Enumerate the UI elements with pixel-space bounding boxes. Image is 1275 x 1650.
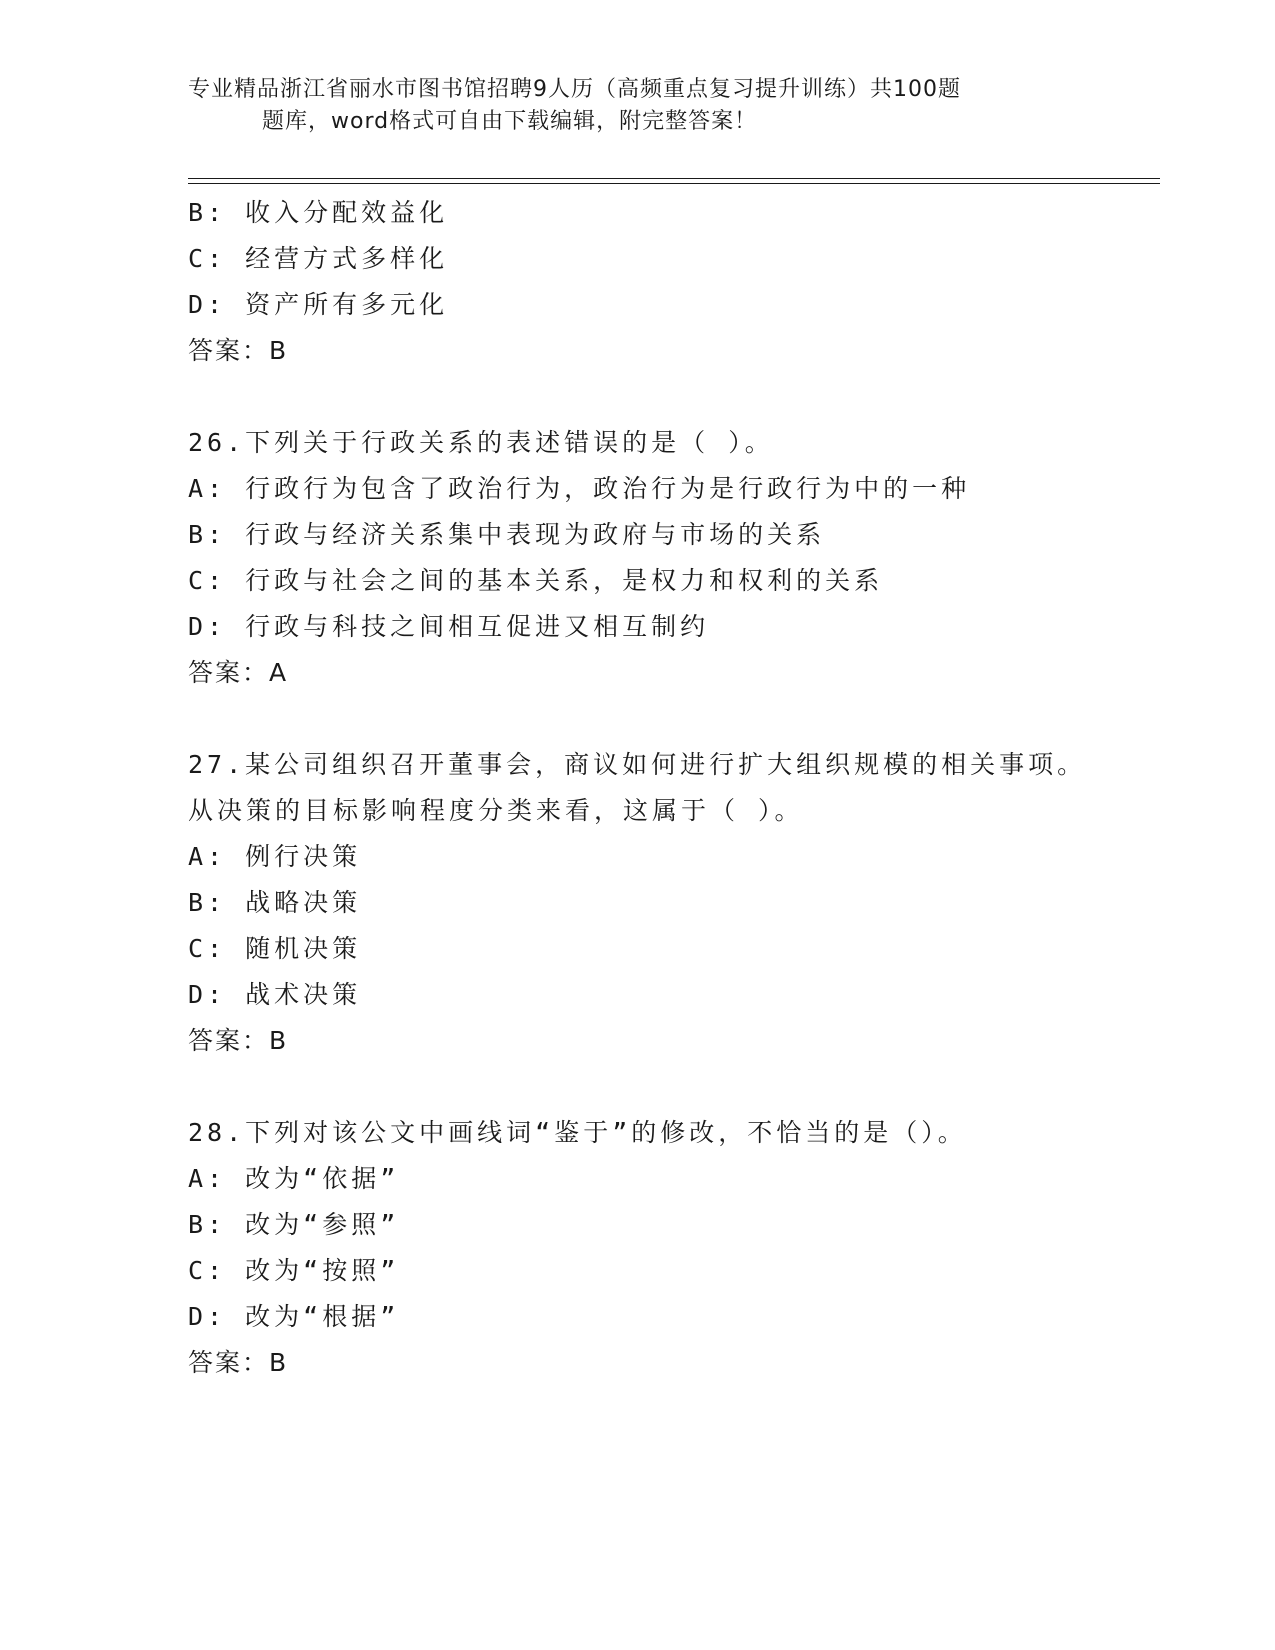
question-27 xyxy=(188,742,1148,1064)
option-c: C: 行政与社会之间的基本关系，是权力和权利的关系 xyxy=(188,566,884,595)
question-stem: 28.下列对该公文中画线词“鉴于”的修改，不恰当的是（）。 xyxy=(188,1118,967,1147)
option-d: D: 改为“根据” xyxy=(188,1302,400,1331)
question-content xyxy=(188,190,1148,1386)
header-divider-bottom xyxy=(188,183,1160,184)
option-c: C: 经营方式多样化 xyxy=(188,244,449,273)
question-stem: 26.下列关于行政关系的表述错误的是（ ）。 xyxy=(188,428,774,457)
option-c: C: 改为“按照” xyxy=(188,1256,400,1285)
option-a: A: 例行决策 xyxy=(188,842,362,871)
option-d: D: 战术决策 xyxy=(188,980,362,1009)
question-26 xyxy=(188,420,1148,696)
option-b: B: 改为“参照” xyxy=(188,1210,400,1239)
answer-line: 答案：B xyxy=(188,1026,289,1055)
option-c: C: 随机决策 xyxy=(188,934,362,963)
question-28 xyxy=(188,1110,1148,1386)
option-a: A: 改为“依据” xyxy=(188,1164,400,1193)
question-stem: 27.某公司组织召开董事会，商议如何进行扩大组织规模的相关事项。 xyxy=(188,750,1087,779)
question-stem-continued: 从决策的目标影响程度分类来看，这属于（ ）。 xyxy=(188,796,804,825)
answer-line: 答案：B xyxy=(188,336,289,365)
header-title-line-1: 专业精品浙江省丽水市图书馆招聘9人历（高频重点复习提升训练）共100题 xyxy=(188,77,961,102)
question-25-continued xyxy=(188,190,1148,374)
option-b: B: 收入分配效益化 xyxy=(188,198,449,227)
header-divider-top xyxy=(188,178,1160,179)
answer-line: 答案：A xyxy=(188,658,289,687)
page-header xyxy=(188,74,1048,138)
header-title-line-2: 题库，word格式可自由下载编辑，附完整答案！ xyxy=(262,109,758,134)
option-b: B: 战略决策 xyxy=(188,888,362,917)
option-d: D: 行政与科技之间相互促进又相互制约 xyxy=(188,612,710,641)
option-a: A: 行政行为包含了政治行为，政治行为是行政行为中的一种 xyxy=(188,474,971,503)
option-b: B: 行政与经济关系集中表现为政府与市场的关系 xyxy=(188,520,826,549)
answer-line: 答案：B xyxy=(188,1348,289,1377)
option-d: D: 资产所有多元化 xyxy=(188,290,449,319)
